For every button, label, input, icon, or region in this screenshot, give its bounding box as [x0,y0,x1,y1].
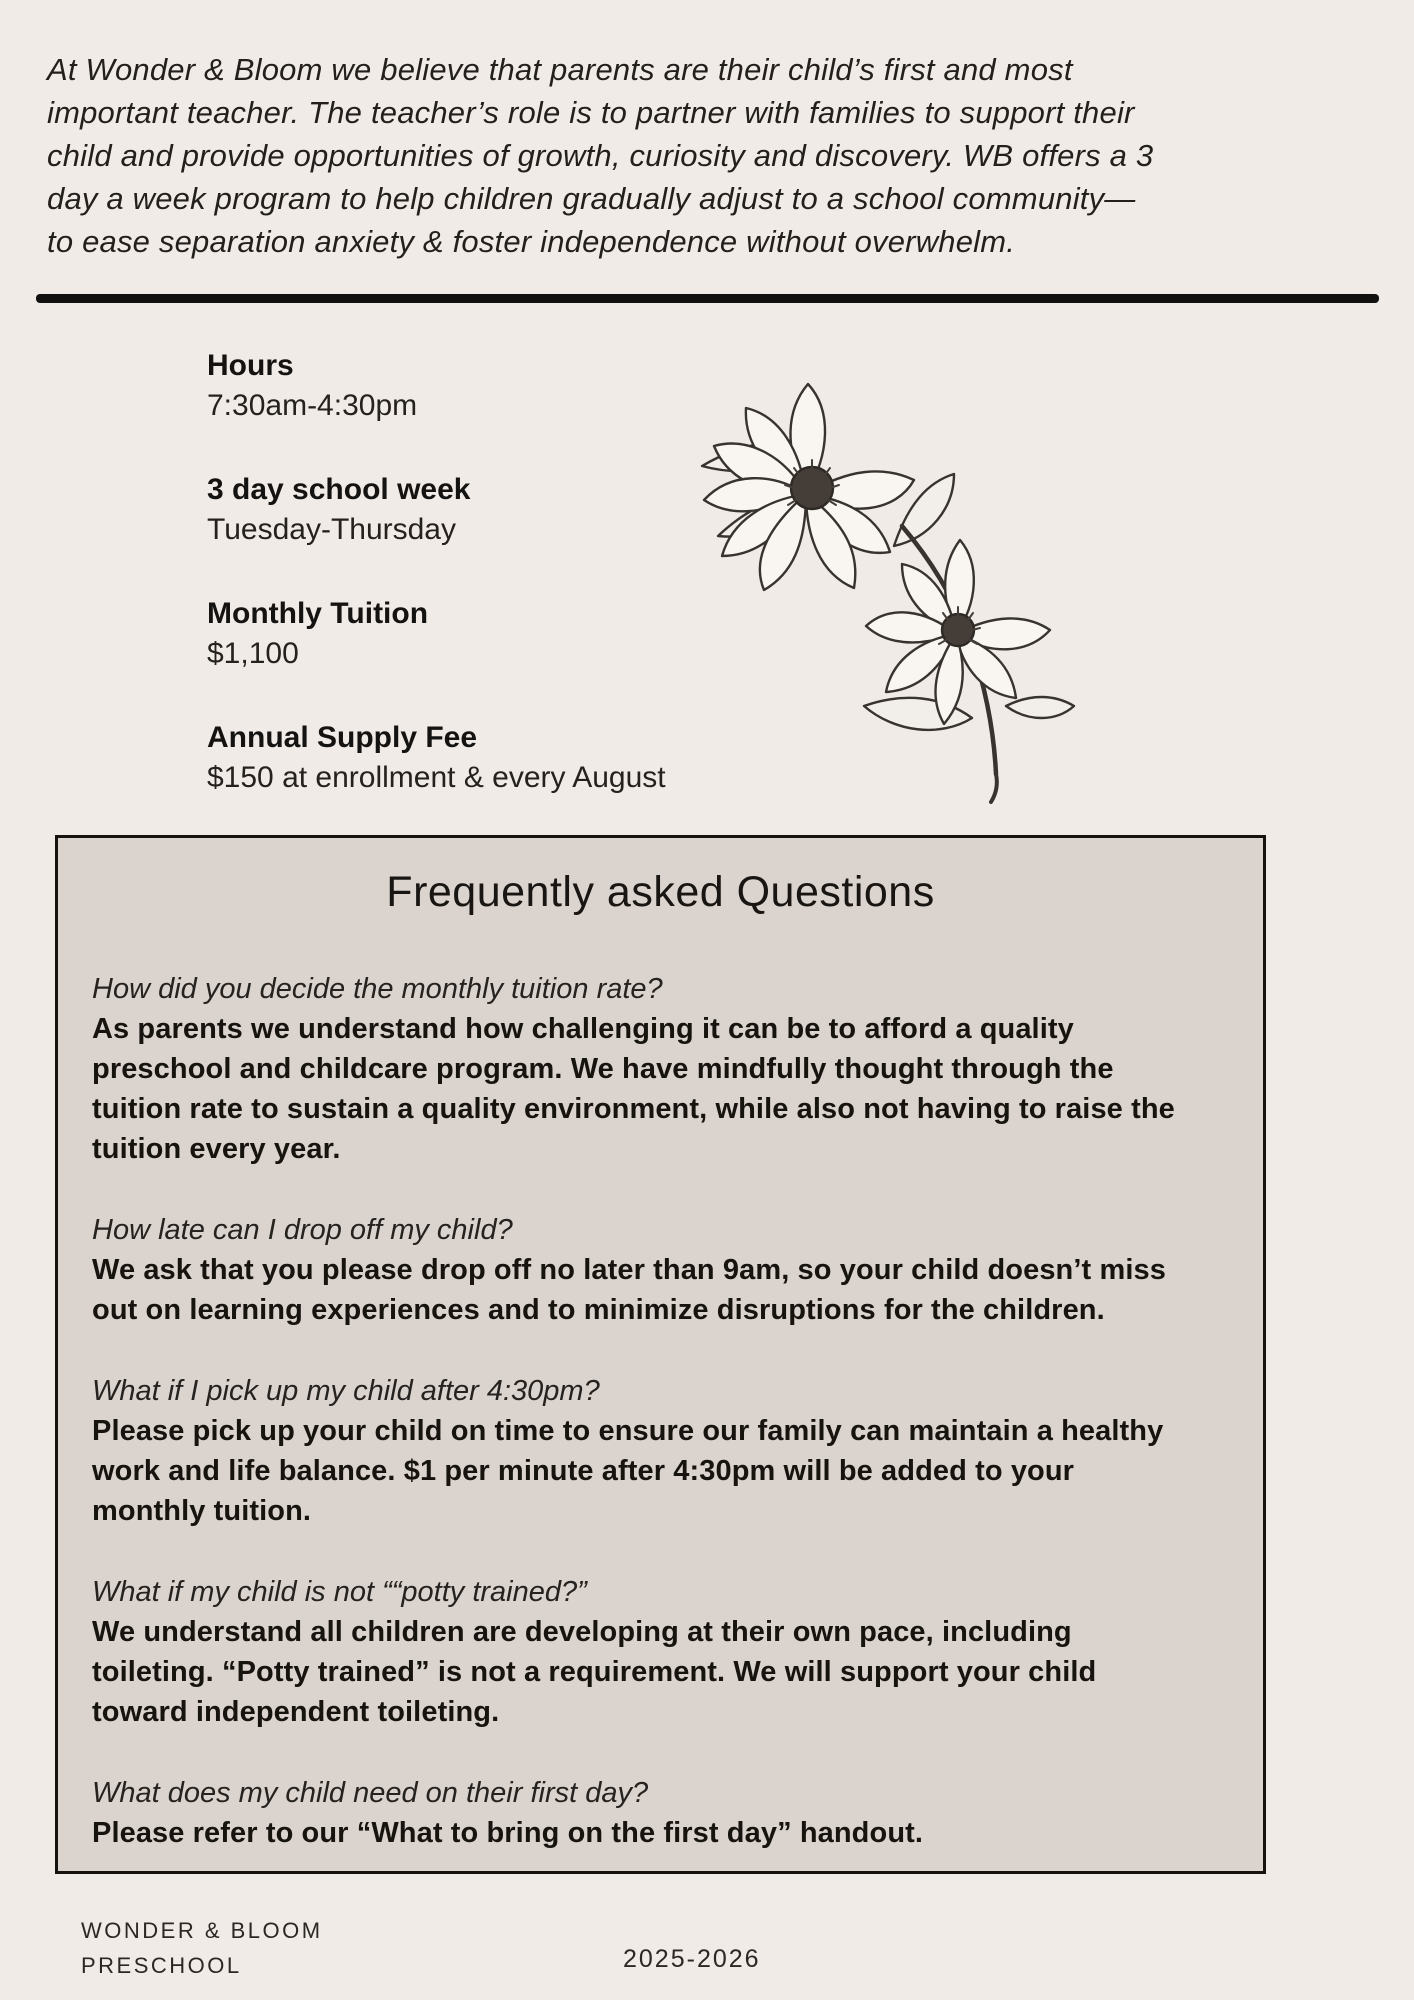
intro-paragraph [47,48,1317,263]
faq-question: What if my child is not ““potty trained?” [92,1576,587,1608]
faq-title: Frequently asked Questions [386,868,935,916]
footer-school-name [81,1913,323,1983]
faq-item [92,1572,1229,1732]
info-item-school-week [207,470,767,550]
faq-question: How late can I drop off my child? [92,1214,513,1246]
footer-school-name-line1: WONDER & BLOOM [81,1918,323,1943]
program-info-list [207,346,767,842]
faq-answer: Please refer to our “What to bring on the first day” handout. [92,1817,924,1849]
info-value: $150 at enrollment & every August [207,761,666,794]
faq-question: How did you decide the monthly tuition rate? [92,973,663,1005]
info-item-supply-fee [207,718,767,798]
info-value: 7:30am-4:30pm [207,389,418,422]
faq-answer: As parents we understand how challenging it can be to afford a quality preschool and childcare program. We have mindfully thought through the tuition rate to sustain a quality environment, while also not having to raise the tuition every year. [92,1013,1175,1165]
info-label: Hours [207,349,294,382]
info-item-hours [207,346,767,426]
info-item-tuition [207,594,767,674]
faq-answer: We understand all children are developing at their own pace, including toileting. “Potty trained” is not a requirement. We will support your child toward independent toileting. [92,1616,1097,1728]
faq-question: What does my child need on their first day? [92,1777,649,1809]
faq-answer: We ask that you please drop off no later than 9am, so your child doesn’t miss out on learning experiences and to minimize disruptions for the children. [92,1254,1166,1326]
intro-line: to ease separation anxiety & foster independence without overwhelm. [47,224,1016,259]
intro-line: child and provide opportunities of growth, curiosity and discovery. WB offers a 3 [47,138,1154,173]
info-label: 3 day school week [207,473,471,506]
divider [36,294,1379,303]
intro-line: At Wonder & Bloom we believe that parents are their child’s first and most [47,52,1073,87]
faq-question: What if I pick up my child after 4:30pm? [92,1375,600,1407]
faq-item [92,1773,1229,1853]
info-value: $1,100 [207,637,299,670]
info-value: Tuesday-Thursday [207,513,456,546]
intro-line: important teacher. The teacher’s role is to partner with families to support their [47,95,1135,130]
faq-answer: Please pick up your child on time to ensure our family can maintain a healthy work and life balance. $1 per minute after 4:30pm will be added to your monthly tuition. [92,1415,1164,1527]
faq-item [92,969,1229,1169]
info-label: Annual Supply Fee [207,721,478,754]
faq-section [55,835,1266,1874]
footer-school-name-line2: PRESCHOOL [81,1953,242,1978]
faq-list [58,969,1263,1853]
intro-line: day a week program to help children gradually adjust to a school community— [47,181,1136,216]
faq-item [92,1210,1229,1330]
magnolia-illustration [688,376,1088,806]
faq-item [92,1371,1229,1531]
footer-school-year: 2025-2026 [623,1945,761,1973]
info-label: Monthly Tuition [207,597,429,630]
